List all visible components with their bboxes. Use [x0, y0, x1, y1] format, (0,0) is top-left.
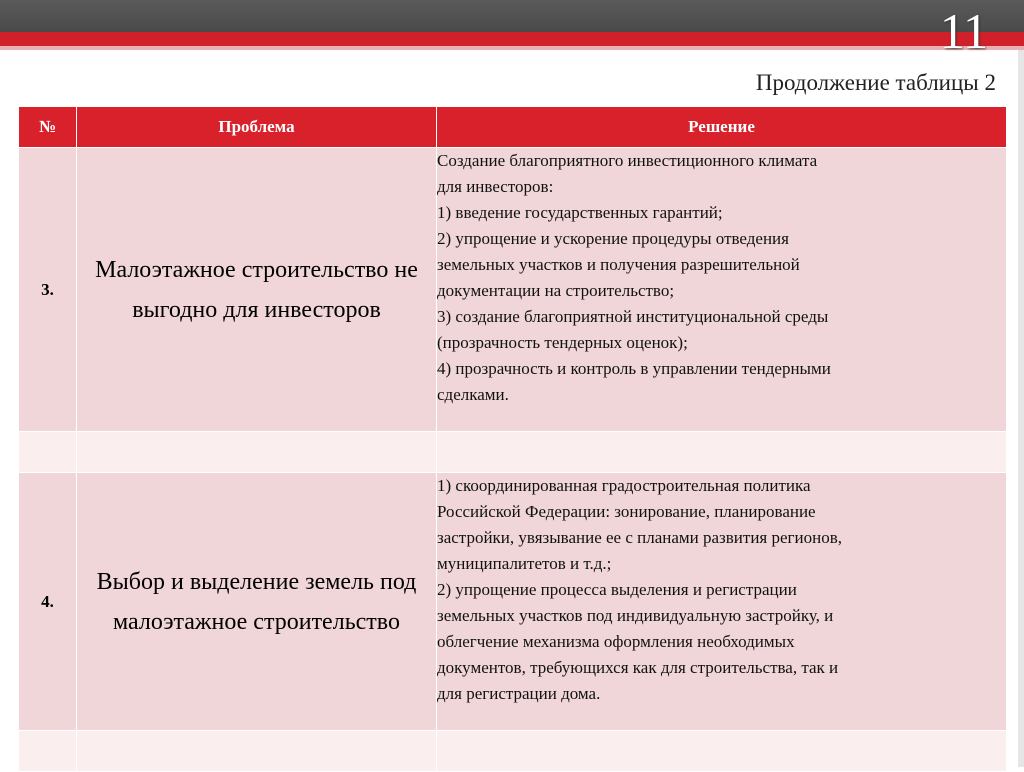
spacer-cell [19, 432, 77, 473]
solution-line: для регистрации дома. [437, 684, 601, 703]
spacer-row [19, 731, 1007, 772]
problem-cell: Выбор и выделение земель под малоэтажное строительство [77, 473, 437, 731]
solution-line: для инвесторов: [437, 177, 554, 196]
solution-line: 2) упрощение процесса выделения и регистрации [437, 580, 797, 599]
solution-line: 4) прозрачность и контроль в управлении тендерными [437, 359, 831, 378]
solution-line: 3) создание благоприятной институциональной среды [437, 307, 829, 326]
top-bar [0, 0, 1024, 32]
table-row [19, 148, 1007, 432]
table-caption: Продолжение таблицы 2 [755, 70, 996, 95]
solution-line: документации на строительство; [437, 281, 675, 300]
solution-line: сделками. [437, 385, 509, 404]
header-num: № [19, 107, 77, 148]
solution-cell [437, 473, 1007, 731]
red-stripe [0, 32, 1024, 46]
slide-number: 11 [939, 3, 988, 59]
problems-table [18, 106, 1007, 772]
solution-line: 1) скоординированная градостроительная политика [437, 476, 811, 495]
row-number: 4. [19, 473, 77, 731]
solution-line: земельных участков и получения разрешительной [437, 255, 800, 274]
spacer-cell [77, 731, 437, 772]
red-stripe-accent [0, 46, 1024, 50]
spacer-cell [437, 432, 1007, 473]
problem-cell: Малоэтажное строительство не выгодно для инвесторов [77, 148, 437, 432]
header-solution: Решение [437, 107, 1007, 148]
solution-cell [437, 148, 1007, 432]
header-problem: Проблема [77, 107, 437, 148]
solution-line: застройки, увязывание ее с планами развития регионов, [437, 528, 842, 547]
solution-line: Российской Федерации: зонирование, планирование [437, 502, 816, 521]
solution-line: земельных участков под индивидуальную застройку, и [437, 606, 834, 625]
table-row [19, 473, 1007, 731]
solution-line: Создание благоприятного инвестиционного климата [437, 151, 818, 170]
solution-line: муниципалитетов и т.д.; [437, 554, 612, 573]
row-number: 3. [19, 148, 77, 432]
spacer-row [19, 432, 1007, 473]
spacer-cell [77, 432, 437, 473]
solution-line: 2) упрощение и ускорение процедуры отведения [437, 229, 789, 248]
solution-line: документов, требующихся как для строительства, так и [437, 658, 839, 677]
table-header-row [19, 107, 1007, 148]
right-edge-shadow [1018, 50, 1024, 767]
spacer-cell [19, 731, 77, 772]
solution-line: облегчение механизма оформления необходимых [437, 632, 795, 651]
spacer-cell [437, 731, 1007, 772]
solution-line: 1) введение государственных гарантий; [437, 203, 723, 222]
solution-line: (прозрачность тендерных оценок); [437, 333, 688, 352]
